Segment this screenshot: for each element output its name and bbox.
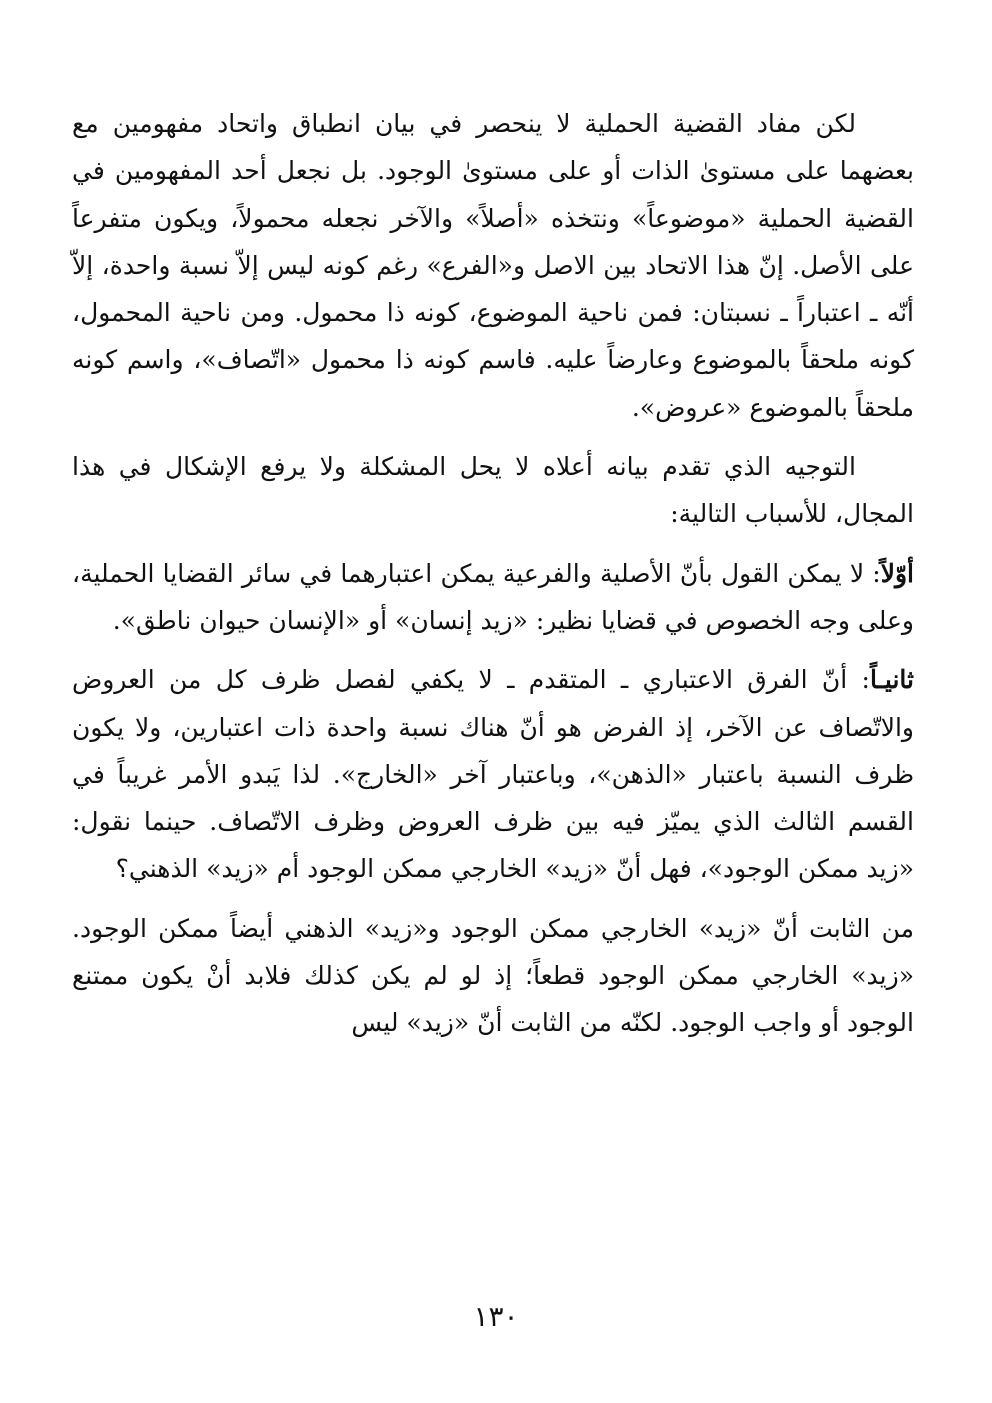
paragraph-3-text: : لا يمكن القول بأنّ الأصلية والفرعية يمكن اعتبارهما في سائر القضايا الحملية، وعلى وجه الخصوص في قضايا نظير: «زيد إنسان» أو «الإنسان حيوان ناطق». (72, 558, 914, 635)
paragraph-3 (72, 550, 914, 645)
page-number: ١٣٠ (473, 1300, 519, 1333)
paragraph-2-text: التوجيه الذي تقدم بيانه أعلاه لا يحل المشكلة ولا يرفع الإشكال في هذا المجال، للأسباب التالية: (72, 452, 914, 529)
paragraph-5-text: من الثابت أنّ «زيد» الخارجي ممكن الوجود و«زيد» الذهني أيضاً ممكن الوجود. «زيد» الخارجي ممكن الوجود قطعاً؛ إذ لو لم يكن كذلك فلابد أنْ يكون ممتنع الوجود أو واجب الوجود. لكنّه من الثابت أنّ «زيد» ليس (72, 913, 914, 1038)
paragraph-4-lead: ثانيـاً (869, 665, 914, 695)
paragraph-3-lead: أوّلاً (880, 558, 914, 588)
paragraph-2 (72, 443, 914, 538)
paragraph-1-text: لكن مفاد القضية الحملية لا ينحصر في بيان انطباق واتحاد مفهومين مع بعضهما على مستوىٰ الذات أو على مستوىٰ الوجود. بل نجعل أحد المفهومين في القضية الحملية «موضوعاً» ونتخذه «أصلاً» والآخر نجعله محمولاً، ويكون متفرعاً على الأصل. إنّ هذا الاتحاد بين الاصل و«الفرع» رغم كونه ليس إلاّ نسبة واحدة، إلاّ أنّه ـ اعتباراً ـ نسبتان: فمن ناحية الموضوع، كونه ذا محمول. ومن ناحية المحمول، كونه ملحقاً بالموضوع وعارضاً عليه. فاسم كونه ذا محمول «اتّصاف»، واسم كونه ملحقاً بالموضوع «عروض». (72, 109, 914, 422)
paragraph-4-text: : أنّ الفرق الاعتباري ـ المتقدم ـ لا يكفي لفصل ظرف كل من العروض والاتّصاف عن الآخر، إذ الفرض هو أنّ هناك نسبة واحدة ذات اعتبارين، ولا يكون ظرف النسبة باعتبار «الذهن»، وباعتبار آخر «الخارج». لذا يَبدو الأمر غريباً في القسم الثالث الذي يميّز فيه بين ظرف العروض وظرف الاتّصاف. حينما نقول: «زيد ممكن الوجود»، فهل أنّ «زيد» الخارجي ممكن الوجود أم «زيد» الذهني؟ (72, 665, 914, 884)
paragraph-1 (72, 100, 914, 431)
paragraph-4 (72, 656, 914, 892)
paragraph-5 (72, 905, 914, 1047)
body-text (72, 100, 914, 1059)
